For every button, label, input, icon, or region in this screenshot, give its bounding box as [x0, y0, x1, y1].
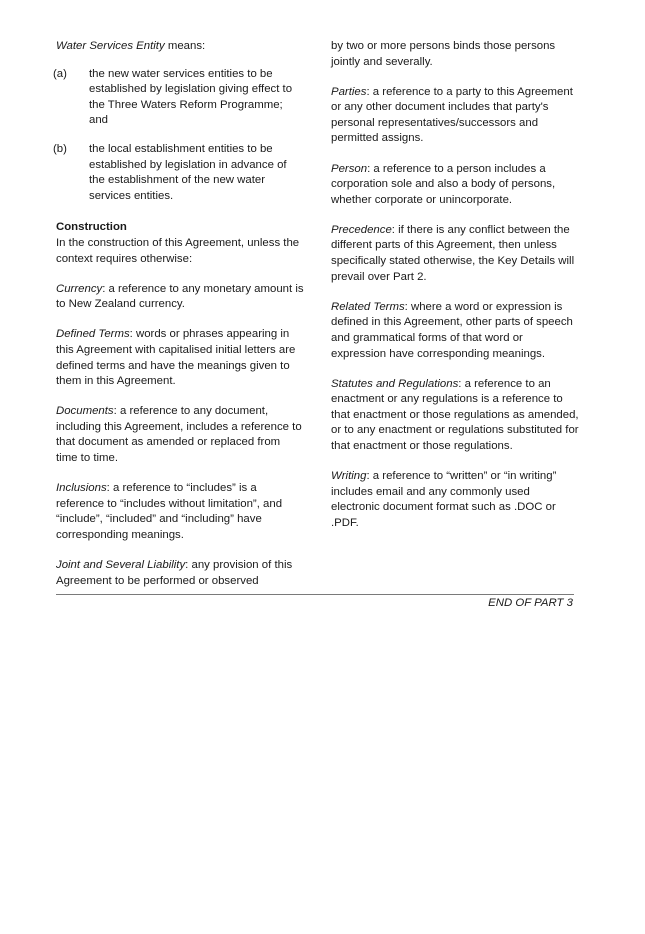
- definition-text: : a reference to a person includes a corporation sole and also a body of persons, whether corporate or unincorporate.: [331, 162, 556, 206]
- definition-term: Precedence: [331, 223, 392, 236]
- definition-text: : a reference to “includes” is a reference to “includes without limitation”, and “include”, “included” and “including” have corresponding meanings.: [56, 482, 283, 541]
- end-of-part-label: END OF PART 3: [488, 597, 573, 609]
- definition-paragraph: [331, 162, 579, 209]
- definition-text: : a reference to a party to this Agreement or any other document includes that party's personal representatives/successors and permitted assigns.: [331, 85, 573, 145]
- list-marker: (b): [53, 142, 67, 155]
- definition-term: Joint and Several Liability: [56, 558, 186, 571]
- definition-term: Documents: [56, 405, 114, 418]
- continuation-paragraph: by two or more persons binds those persons jointly and severally.: [331, 40, 556, 68]
- definition-text: : a reference to any document, including this Agreement, includes a reference to that document as amended or replaced from time to time.: [56, 405, 302, 464]
- definition-text: : where a word or expression is defined in this Agreement, other parts of speech and grammatical forms of that word or expression have corresponding meanings.: [331, 300, 573, 360]
- definition-term: Defined Terms: [56, 328, 130, 341]
- list-item-text: the local establishment entities to be established by legislation in advance of the establishment of the new water services entities.: [89, 142, 287, 202]
- definition-paragraph: [331, 469, 579, 531]
- definition-term: Person: [331, 162, 368, 175]
- definition-term: Related Terms: [331, 300, 405, 313]
- definition-term: Inclusions: [56, 482, 107, 495]
- definition-paragraph: [56, 558, 304, 589]
- definition-paragraph: [331, 377, 579, 455]
- definition-text: : words or phrases appearing in this Agreement with capitalised initial letters are defined terms and have the meanings given to them in this Agreement.: [56, 328, 296, 388]
- section-heading: Construction: [56, 221, 127, 234]
- definition-paragraph: [331, 85, 579, 147]
- definition-text: : a reference to an enactment or any regulations is a reference to that enactment or those regulations as amended, or to any enactment or regulations substituted for that enactment or those regulations.: [331, 377, 579, 452]
- definition-term: Water Services Entity: [56, 40, 165, 52]
- definition-paragraph: [56, 481, 304, 543]
- definition-text: : if there is any conflict between the different parts of this Agreement, then unless specifically stated otherwise, the Key Details will prevail over Part 2.: [331, 223, 575, 283]
- right-column: [331, 39, 579, 546]
- definition-paragraph: [56, 404, 304, 466]
- list-item-text: the new water services entities to be established by legislation giving effect to the Three Waters Reform Programme; and: [89, 67, 293, 127]
- definition-paragraph: [331, 223, 579, 285]
- section-divider: [56, 594, 574, 595]
- definition-paragraph: [56, 282, 304, 313]
- list-marker: (a): [53, 67, 67, 80]
- wse-definition: [56, 39, 304, 55]
- definition-term: Currency: [56, 282, 103, 295]
- definition-text: means:: [164, 40, 206, 52]
- construction-section: [56, 220, 304, 267]
- list-item: [53, 142, 304, 204]
- definition-text: : any provision of this Agreement to be performed or observed: [56, 558, 293, 587]
- definition-term: Statutes and Regulations: [331, 377, 459, 390]
- list-item: [53, 67, 304, 129]
- construction-intro: In the construction of this Agreement, unless the context requires otherwise:: [56, 236, 300, 265]
- definition-paragraph: [331, 300, 579, 362]
- definition-paragraph: [56, 327, 304, 389]
- definition-text: : a reference to any monetary amount is to New Zealand currency.: [56, 282, 304, 311]
- definition-term: Writing: [331, 470, 367, 483]
- definition-text: : a reference to “written” or “in writing” includes email and any commonly used electronic document format such as .DOC or .PDF.: [331, 470, 557, 529]
- definition-term: Parties: [331, 85, 367, 98]
- left-column: [53, 39, 304, 589]
